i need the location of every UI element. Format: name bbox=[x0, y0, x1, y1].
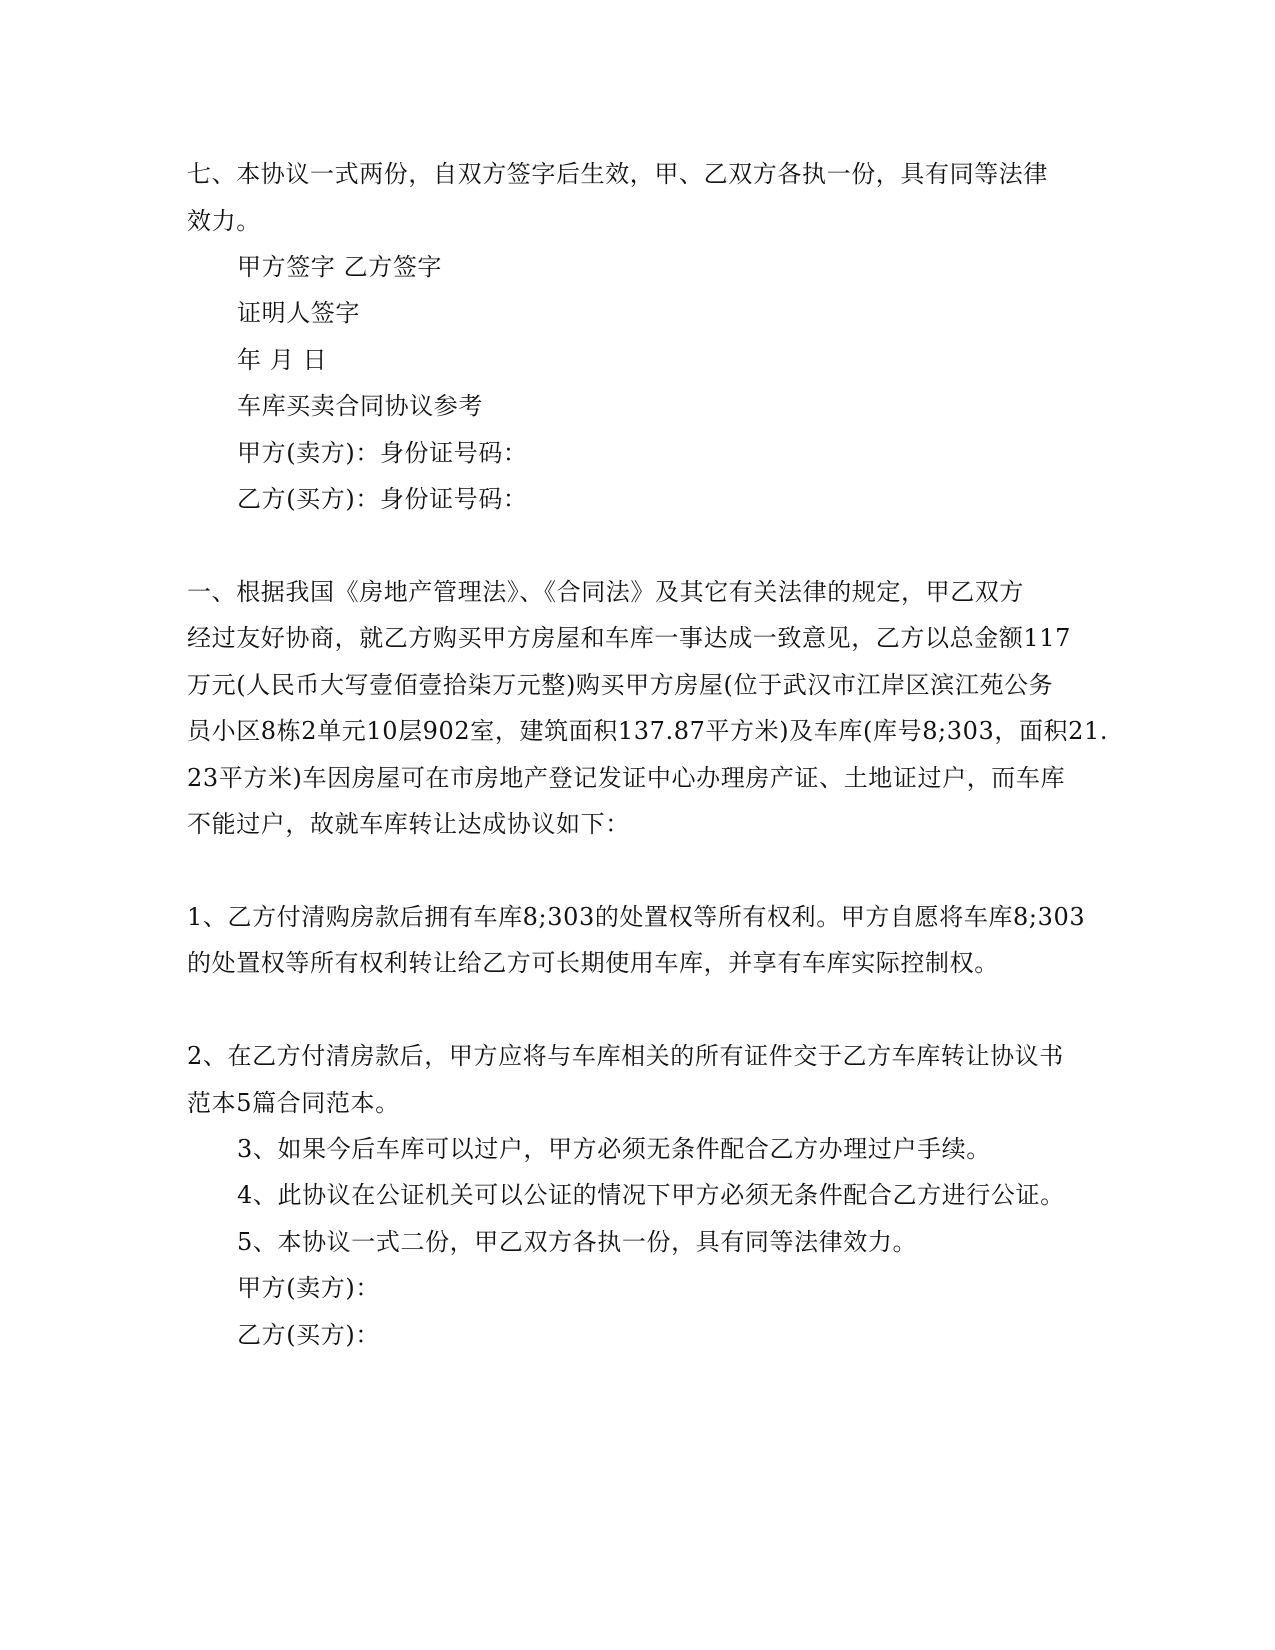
item3: 3、如果今后车库可以过户，甲方必须无条件配合乙方办理过户手续。 bbox=[237, 1135, 991, 1163]
section1-line3: 万元(人民币大写壹佰壹拾柒万元整)购买甲方房屋(位于武汉市江岸区滨江苑公务 bbox=[187, 671, 1054, 699]
signature-witness: 证明人签字 bbox=[237, 299, 360, 327]
item1-line1: 1、乙方付清购房款后拥有车库8;303的处置权等所有权利。甲方自愿将车库8;303 bbox=[187, 903, 1086, 931]
party-a-id-line: 甲方(卖方)：身份证号码： bbox=[237, 439, 528, 467]
clause7-line2: 效力。 bbox=[187, 207, 261, 235]
party-b-id-line: 乙方(买方)：身份证号码： bbox=[237, 485, 528, 513]
signature-date: 年 月 日 bbox=[237, 346, 328, 374]
section1-line6: 不能过户，故就车库转让达成协议如下： bbox=[187, 810, 630, 838]
item1-line2: 的处置权等所有权利转让给乙方可长期使用车库，并享有车库实际控制权。 bbox=[187, 949, 999, 977]
second-contract-title: 车库买卖合同协议参考 bbox=[237, 392, 483, 420]
section1-line1: 一、根据我国《房地产管理法》、《合同法》及其它有关法律的规定，甲乙双方 bbox=[187, 578, 1024, 606]
item4: 4、此协议在公证机关可以公证的情况下甲方必须无条件配合乙方进行公证。 bbox=[237, 1181, 1065, 1209]
section1-line4: 员小区8栋2单元10层902室，建筑面积137.87平方米)及车库(库号8;303，面积21. bbox=[187, 717, 1109, 745]
section1-line2: 经过友好协商，就乙方购买甲方房屋和车库一事达成一致意见，乙方以总金额117 bbox=[187, 624, 1072, 652]
clause7-line1: 七、本协议一式两份，自双方签字后生效，甲、乙双方各执一份，具有同等法律 bbox=[187, 160, 1048, 188]
item2-line2: 范本5篇合同范本。 bbox=[187, 1089, 400, 1117]
item5: 5、本协议一式二份，甲乙双方各执一份，具有同等法律效力。 bbox=[237, 1228, 918, 1256]
section1-line5: 23平方米)车因房屋可在市房地产登记发证中心办理房产证、土地证过户，而车库 bbox=[187, 764, 1066, 792]
signature-parties: 甲方签字 乙方签字 bbox=[237, 253, 443, 281]
sign-party-b: 乙方(买方)： bbox=[237, 1321, 380, 1349]
item2-line1: 2、在乙方付清房款后，甲方应将与车库相关的所有证件交于乙方车库转让协议书 bbox=[187, 1042, 1064, 1070]
sign-party-a: 甲方(卖方)： bbox=[237, 1274, 380, 1302]
